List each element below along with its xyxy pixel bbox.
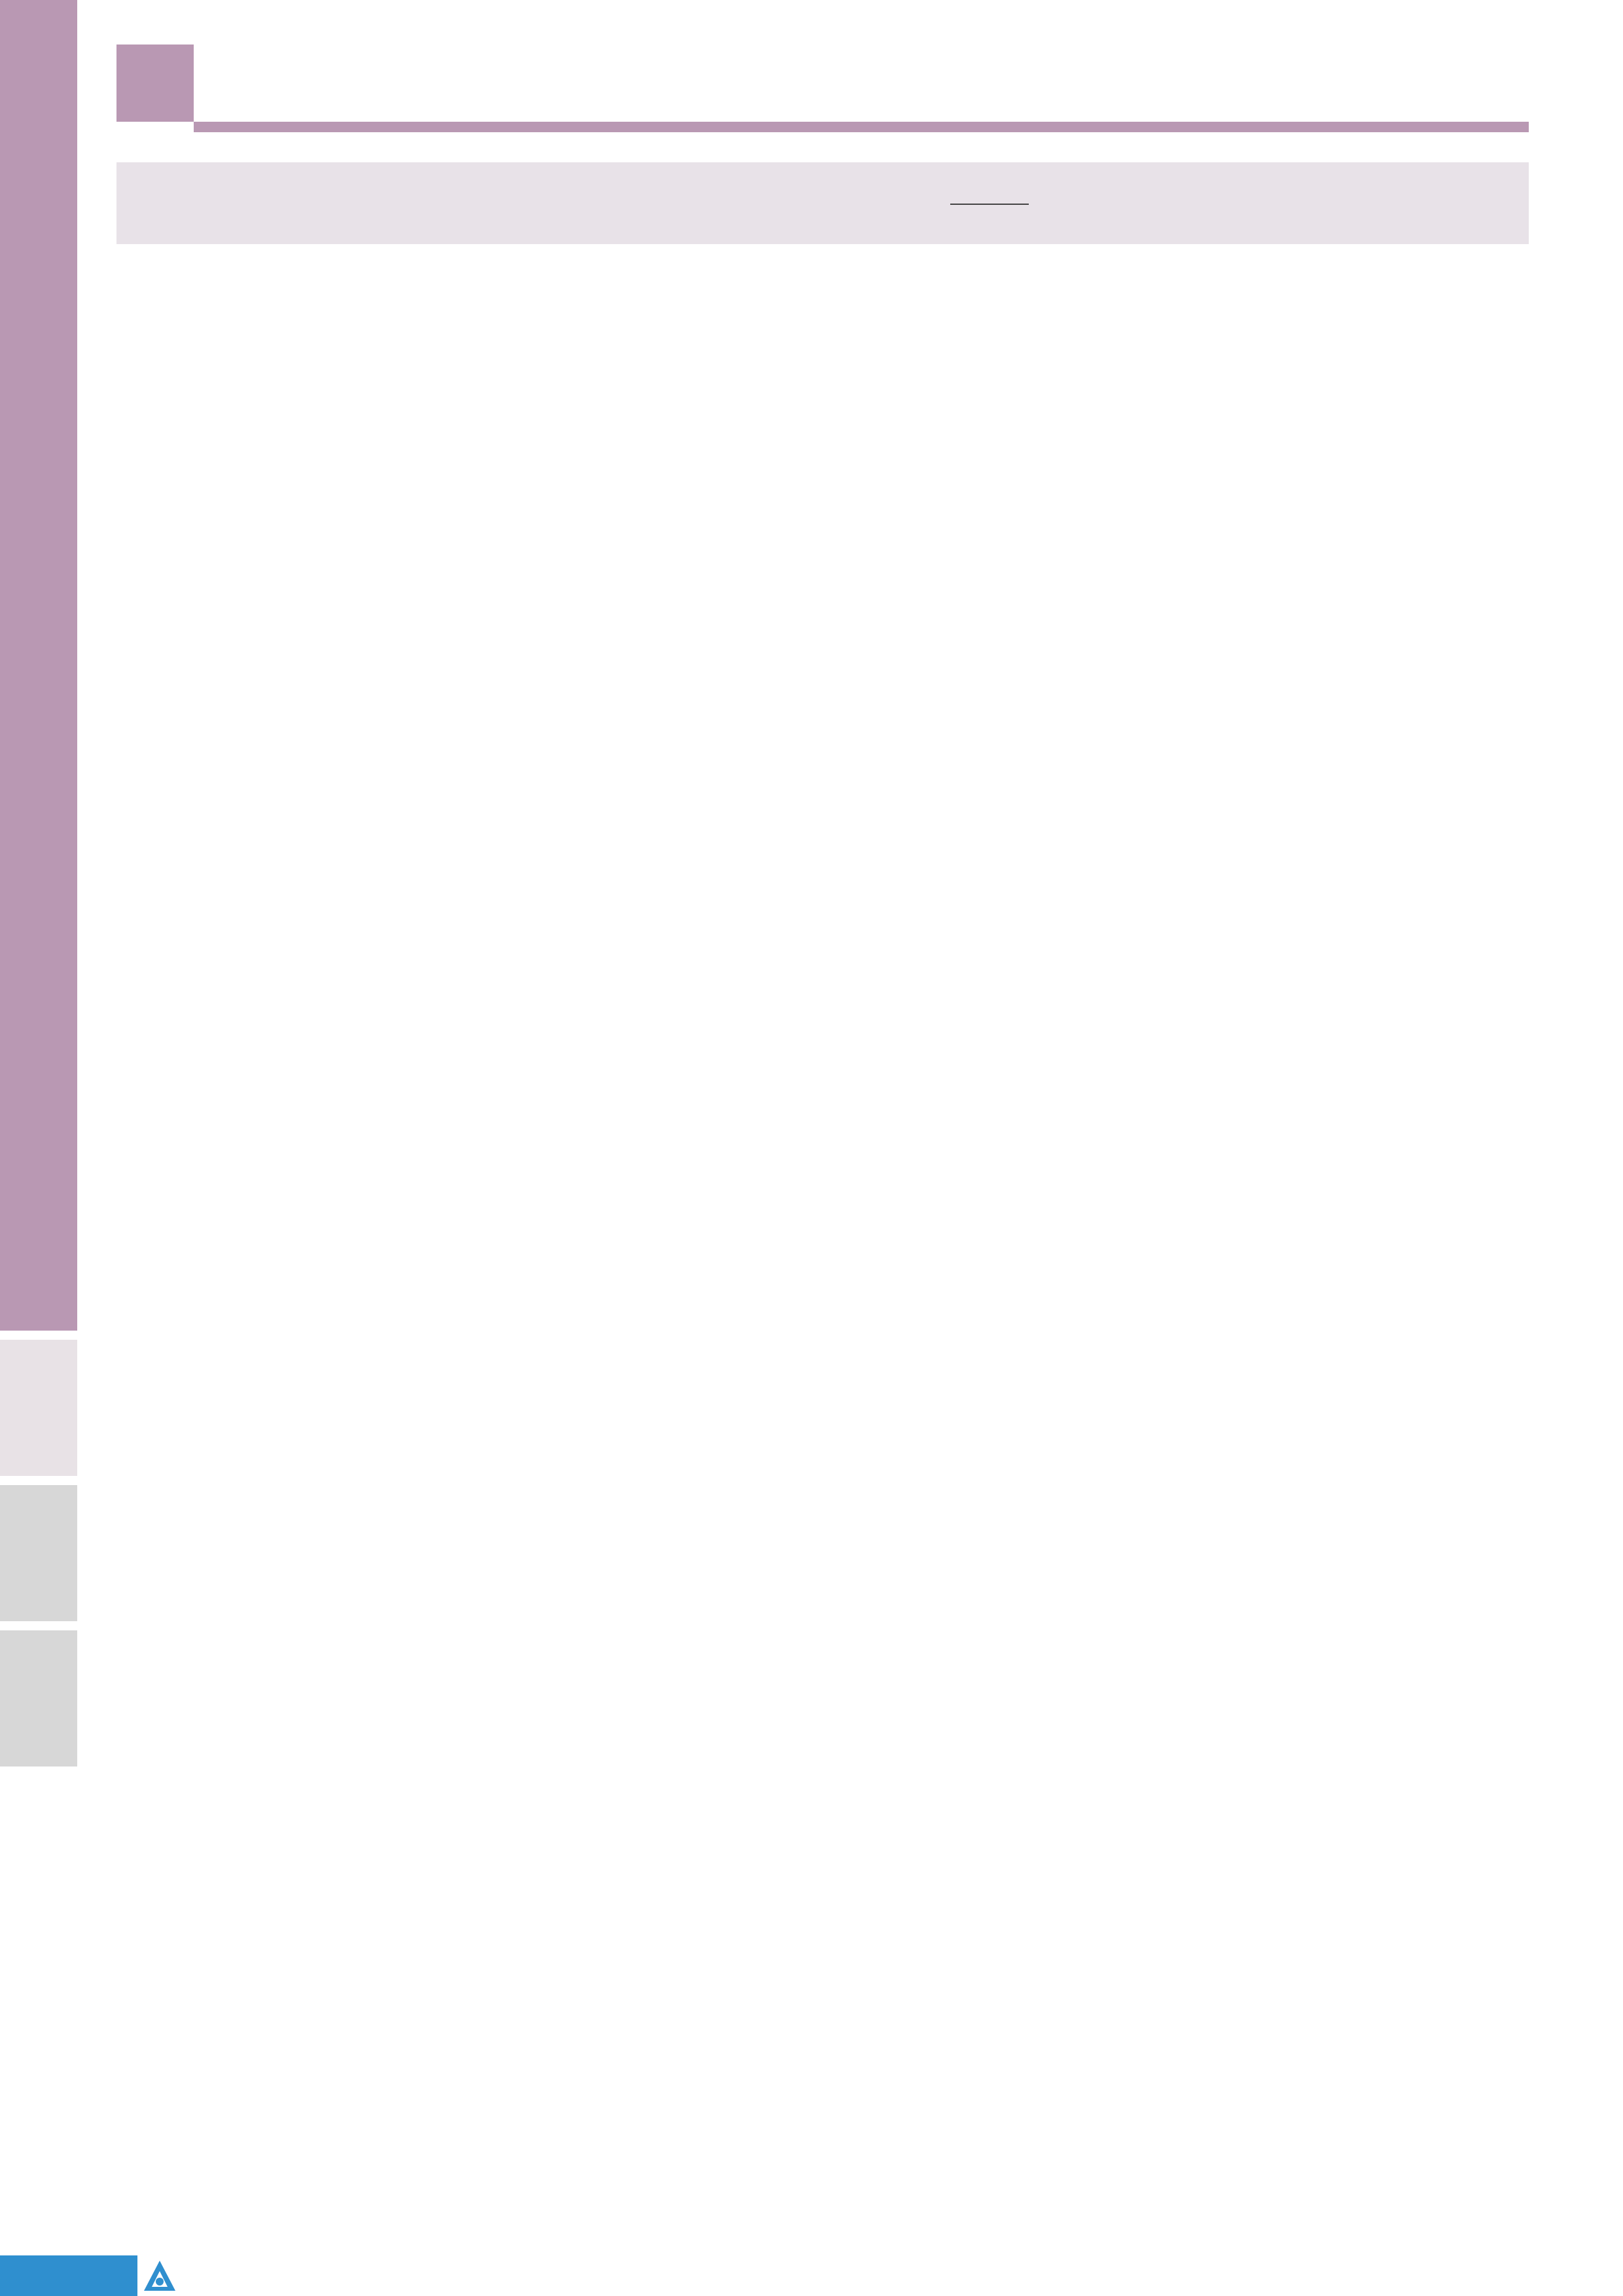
col-L xyxy=(1305,162,1351,244)
col-F xyxy=(1397,162,1443,244)
side-tab-rotating[interactable] xyxy=(0,1630,77,1767)
col-insert xyxy=(1443,162,1529,244)
col-designation xyxy=(794,162,950,244)
col-B xyxy=(1075,162,1121,244)
tool-table xyxy=(116,162,1529,244)
korloy-logo-icon xyxy=(143,2259,177,2293)
table-header-row xyxy=(116,162,1529,244)
col-W xyxy=(1213,162,1259,244)
page-number xyxy=(0,2255,137,2296)
col-schema xyxy=(116,162,794,244)
brand-logo xyxy=(143,2257,183,2296)
alloy-grade-label xyxy=(950,204,1029,207)
side-tab-brazed[interactable] xyxy=(0,1194,77,1331)
col-A xyxy=(1029,162,1075,244)
section-letter-badge xyxy=(116,45,194,122)
side-tab-mining[interactable] xyxy=(0,1485,77,1621)
side-tabs xyxy=(0,1194,77,1776)
col-R xyxy=(1167,162,1213,244)
col-E xyxy=(1351,162,1397,244)
title-underline xyxy=(194,122,1529,132)
side-tab-cutting[interactable] xyxy=(0,1340,77,1476)
col-H xyxy=(1259,162,1305,244)
col-alloy xyxy=(950,162,1029,244)
col-C xyxy=(1121,162,1167,244)
sidebar-band xyxy=(0,0,77,1194)
